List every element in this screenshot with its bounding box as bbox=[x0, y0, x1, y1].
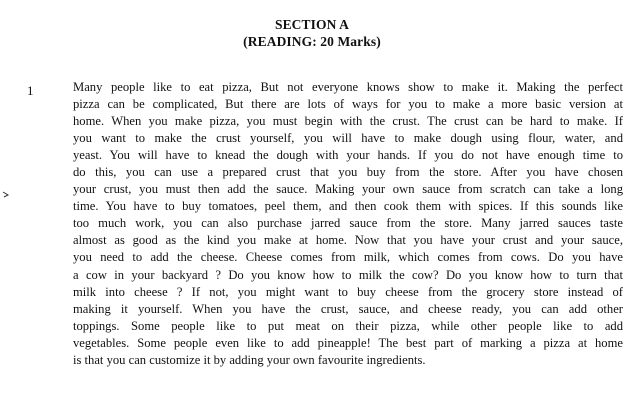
passage-line: making it yourself. When you have the crust, sauce, and cheese ready, you can add other bbox=[73, 301, 623, 316]
section-heading bbox=[0, 16, 624, 50]
passage-line: is that you can customize it by adding your own favourite ingredients. bbox=[73, 352, 426, 367]
reading-passage bbox=[73, 79, 623, 369]
section-title: SECTION A bbox=[274, 17, 350, 32]
passage-line: home. When you make pizza, you must begin with the crust. The crust can be hard to make. If bbox=[73, 114, 623, 129]
question-number: 1 bbox=[27, 83, 34, 98]
passage-line: vegetables. Some people even like to add pineapple! The best part of marking a pizza at home bbox=[73, 335, 623, 350]
passage-line: do this, you can use a prepared crust that you buy from the store. After you have chosen bbox=[73, 165, 623, 180]
stray-pen-mark bbox=[2, 190, 10, 198]
passage-line: milk into cheese ? If not, you might want to buy cheese from the grocery store instead of bbox=[73, 284, 623, 299]
passage-line: yeast. You will have to knead the dough with your hands. If you do not have enough time to bbox=[73, 148, 623, 163]
passage-line: Many people like to eat pizza, But not everyone knows show to make it. Making the perfect bbox=[73, 80, 623, 94]
passage-line: you need to add the cheese. Cheese comes from milk, which comes from cows. Do you have bbox=[73, 250, 623, 265]
passage-line: your crust, you must then add the sauce. Making your own sauce from scratch can take a long bbox=[73, 182, 623, 197]
passage-line: almost as good as the kind you make at home. Now that you have your crust and your sauce, bbox=[73, 233, 623, 248]
passage-line: toppings. Some people like to put meat on their pizza, while other people like to add bbox=[73, 318, 623, 333]
passage-line: time. You have to buy tomatoes, peel them, and then cook them with spices. If this sounds like bbox=[73, 199, 623, 214]
passage-line: you want to make the crust yourself, you will have to make dough using flour, water, and bbox=[73, 131, 623, 146]
passage-line: a cow in your backyard ? Do you know how to milk the cow? Do you know how to turn that bbox=[73, 267, 623, 282]
section-subtitle: (READING: 20 Marks) bbox=[243, 34, 381, 49]
passage-line: too much work, you can also purchase jarred sauce from the store. Many jarred sauces taste bbox=[73, 216, 623, 231]
passage-line: pizza can be complicated, But there are lots of ways for you to make a more basic version at bbox=[73, 97, 623, 112]
